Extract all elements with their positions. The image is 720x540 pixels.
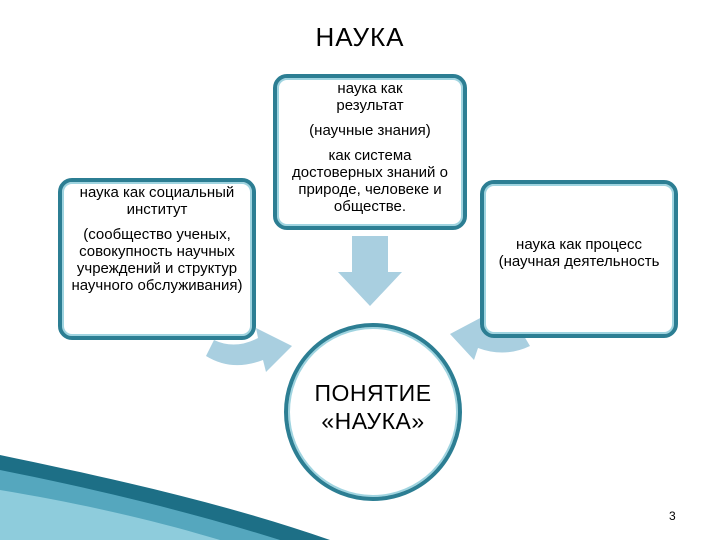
result-description: как система достоверных знаний о природе, человеке и обществе. [292, 147, 448, 215]
result-heading-line2: результат [336, 97, 404, 114]
result-subheading: (научные знания) [309, 122, 431, 139]
institution-box [58, 178, 256, 340]
institution-description: (сообщество ученых, совокупность научных учреждений и структур научного обслуживания) [71, 226, 243, 294]
result-box [273, 74, 467, 230]
institution-heading: наука как социальный институт [79, 184, 235, 218]
page-title: НАУКА [315, 22, 405, 52]
process-text: наука как процесс (научная деятельность [498, 236, 660, 270]
result-heading-line1: наука как [337, 80, 403, 97]
process-box [480, 180, 678, 338]
page-number: 3 [669, 509, 676, 523]
arrow-down [338, 236, 402, 306]
concept-circle [284, 323, 462, 501]
concept-text: ПОНЯТИЕ «НАУКА» [314, 380, 432, 434]
